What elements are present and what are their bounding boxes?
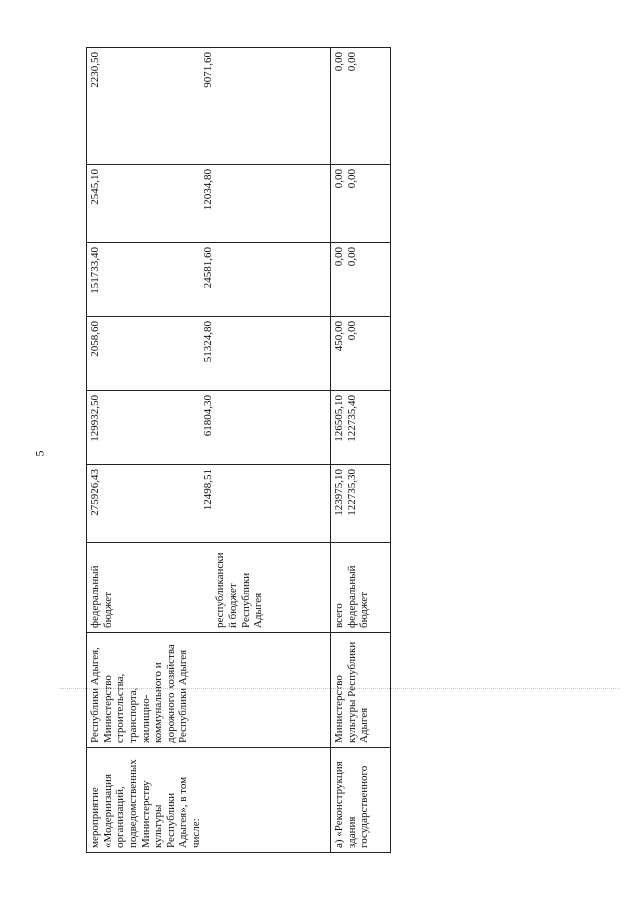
event-cell: мероприятие «Модернизация организаций, подведомственных Министерству культуры Республики Адыгея», в том числе: (87, 748, 331, 853)
source-label: республиканский бюджет Республики Адыгея (214, 552, 265, 628)
value-cell: 450,00 0,00 (331, 317, 391, 391)
source-label: федеральный бюджет (89, 565, 114, 628)
executor-cell: Министерство культуры Республики Адыгея (331, 633, 391, 748)
page-number: 5 (32, 450, 47, 457)
rotated-table-wrapper (86, 48, 391, 853)
value-cell: 129932,50 61804,30 (87, 391, 331, 465)
value-cell: 0,00 0,00 (331, 48, 391, 165)
value-cell: 0,00 0,00 (331, 165, 391, 243)
scan-artifact-dotted-line (60, 688, 620, 690)
source-cell (87, 543, 331, 633)
value-cell: 2058,60 51324,80 (87, 317, 331, 391)
value-cell: 2545,10 12034,80 (87, 165, 331, 243)
value-cell: 0,00 0,00 (331, 243, 391, 317)
event-cell: а) «Реконструкция здания государственного (331, 748, 391, 853)
value-cell: 123975,10 122735,30 (331, 465, 391, 543)
budget-table (86, 47, 391, 853)
source-label: всего (333, 603, 345, 628)
value-cell: 275926,43 12498,51 (87, 465, 331, 543)
value-cell: 151733,40 24581,60 (87, 243, 331, 317)
value-cell: 126505,10 122735,40 (331, 391, 391, 465)
table-row (331, 48, 391, 853)
source-label: федеральный бюджет (345, 565, 371, 628)
table-row (87, 48, 331, 853)
source-cell (331, 543, 391, 633)
executor-cell: Республики Адыгея, Министерство строительства, транспорта, жилищно-коммунального и дорожного хозяйства Республики Адыгея (87, 633, 331, 748)
value-cell: 2230,50 9071,60 (87, 48, 331, 165)
